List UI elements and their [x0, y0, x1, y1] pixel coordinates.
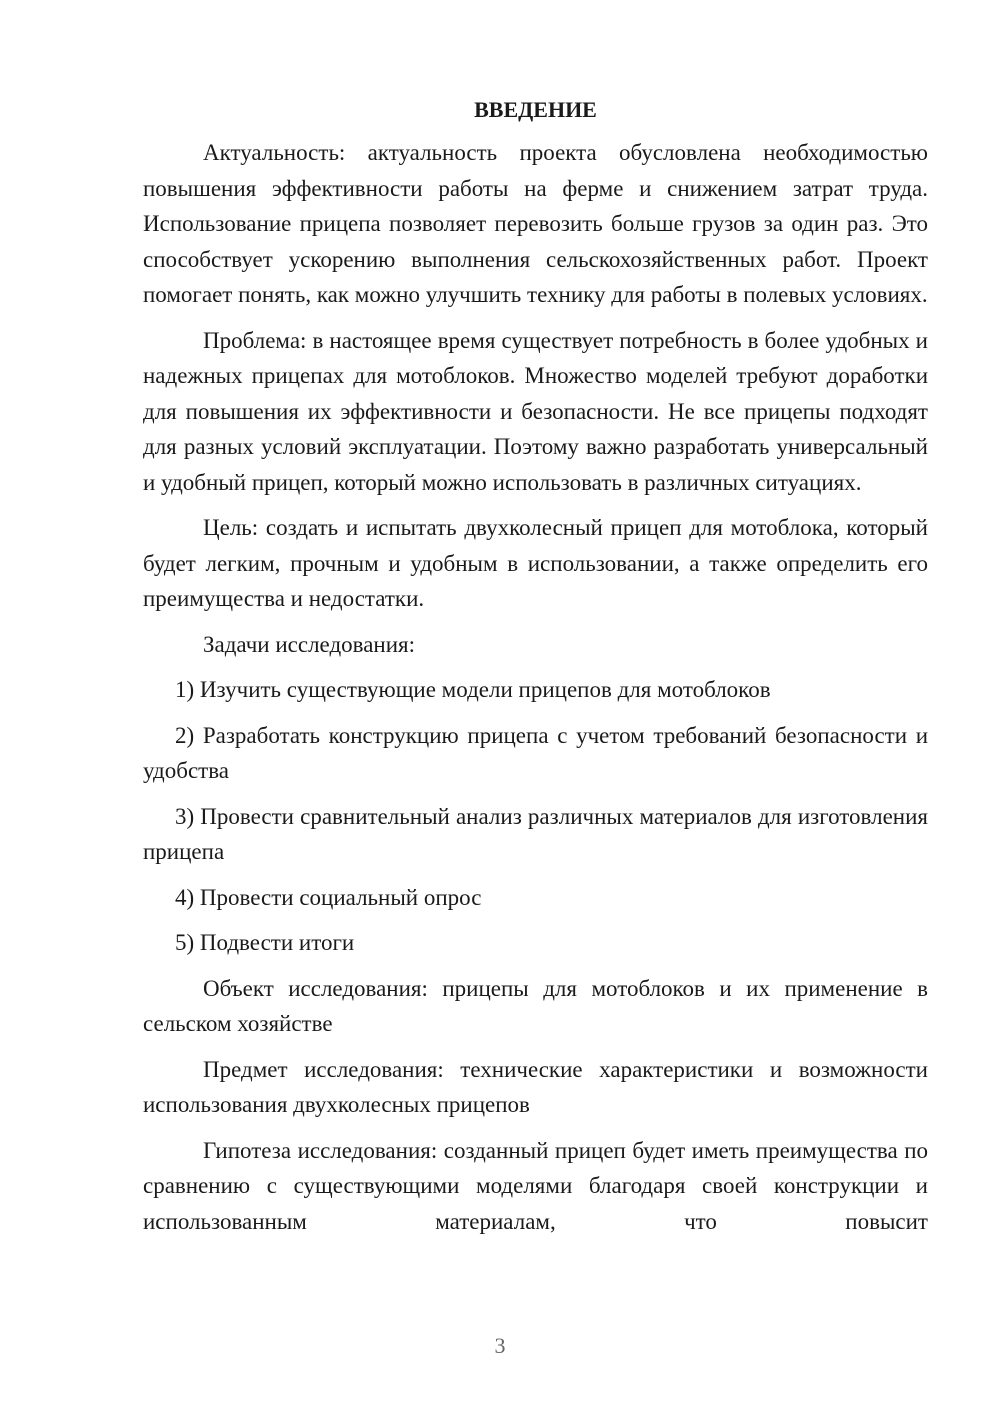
problem-paragraph: Проблема: в настоящее время существует потребность в более удобных и надежных прицепах для мотоблоков. Множество моделей требуют доработки для повышения их эффективности и безопасности. Не все прицепы подходят для разных условий эксплуатации. Поэтому важно разработать универсальный и удобный прицеп, который можно использовать в различных ситуациях. — [143, 327, 928, 495]
task-item: 3) Провести сравнительный анализ различных материалов для изготовления прицепа — [143, 803, 928, 864]
subject-paragraph: Предмет исследования: технические характеристики и возможности использования двухколесных прицепов — [143, 1056, 928, 1117]
task-item: 4) Провести социальный опрос — [175, 884, 482, 910]
hypothesis-paragraph: Гипотеза исследования: созданный прицеп будет иметь преимущества по сравнению с существующими моделями благодаря своей конструкции и использованным материалам, что повысит — [143, 1137, 928, 1234]
section-title: ВВЕДЕНИЕ — [474, 97, 597, 122]
relevance-paragraph: Актуальность: актуальность проекта обусловлена необходимостью повышения эффективности работы на ферме и снижением затрат труда. Использование прицепа позволяет перевозить больше грузов за один раз. Это способствует ускорению выполнения сельскохозяйственных работ. Проект помогает понять, как можно улучшить технику для работы в полевых условиях. — [143, 140, 928, 307]
task-item: 5) Подвести итоги — [175, 930, 355, 955]
page-number: 3 — [494, 1333, 506, 1358]
task-item: 1) Изучить существующие модели прицепов для мотоблоков — [175, 677, 771, 702]
object-paragraph: Объект исследования: прицепы для мотоблоков и их применение в сельском хозяйстве — [143, 975, 928, 1036]
page-content — [143, 95, 928, 1249]
tasks-heading: Задачи исследования: — [203, 631, 416, 657]
goal-paragraph: Цель: создать и испытать двухколесный прицеп для мотоблока, который будет легким, прочным и удобным в использовании, а также определить его преимущества и недостатки. — [143, 515, 928, 611]
task-item: 2) Разработать конструкцию прицепа с учетом требований безопасности и удобства — [143, 722, 928, 783]
